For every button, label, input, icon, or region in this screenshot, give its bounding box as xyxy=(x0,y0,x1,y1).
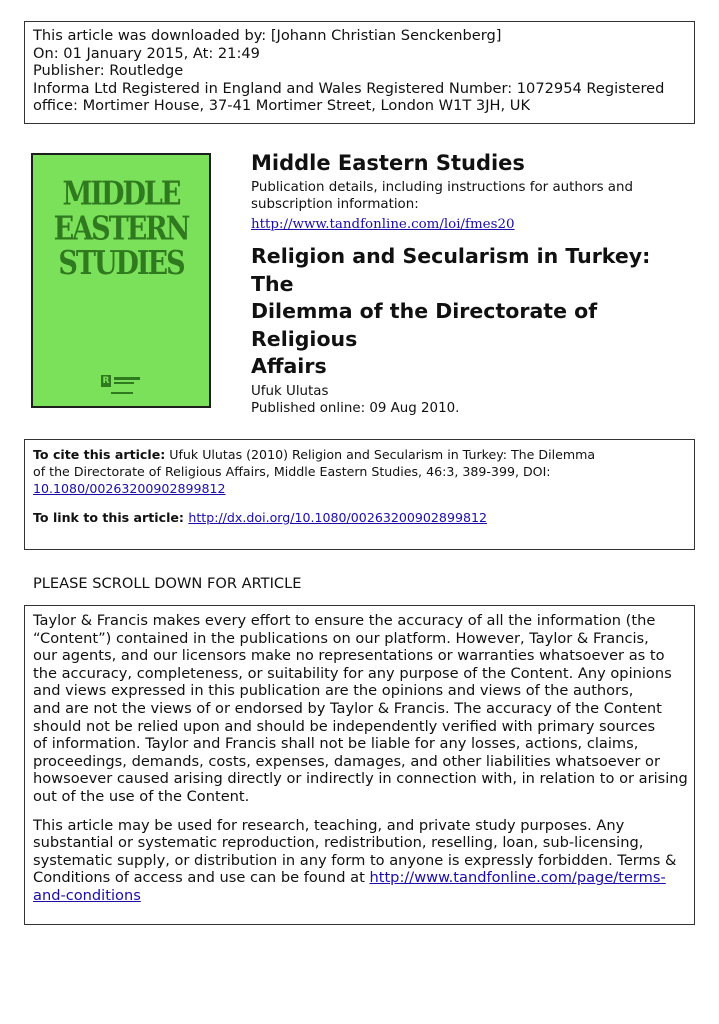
usage-line: substantial or systematic reproduction, redistribution, reselling, loan, sub-licensing, xyxy=(33,834,644,852)
usage-line-text: Conditions of access and use can be found at xyxy=(33,869,370,887)
disclaimer-line: our agents, and our licensors make no representations or warranties whatsoever as to xyxy=(33,647,665,665)
journal-info xyxy=(251,149,691,418)
disclaimer-line: out of the use of the Content. xyxy=(33,787,250,805)
journal-cover-image xyxy=(31,153,211,408)
journal-link[interactable]: http://www.tandfonline.com/loi/fmes20 xyxy=(251,217,515,232)
usage-line: systematic supply, or distribution in any form to anyone is expressly forbidden. Terms & xyxy=(33,851,677,869)
download-notice-line: This article was downloaded by: [Johann Christian Senckenberg] xyxy=(33,27,502,44)
citation-line xyxy=(33,446,686,463)
download-notice-box xyxy=(24,21,695,124)
disclaimer-line: the accuracy, completeness, or suitability for any purpose of the Content. Any opinions xyxy=(33,664,672,682)
disclaimer-line: Taylor & Francis makes every effort to ensure the accuracy of all the information (the xyxy=(33,612,656,629)
download-notice-line: office: Mortimer House, 37-41 Mortimer Street, London W1T 3JH, UK xyxy=(33,97,531,115)
article-link-line xyxy=(33,509,686,526)
disclaimer-line: and are not the views of or endorsed by Taylor & Francis. The accuracy of the Content xyxy=(33,699,662,717)
author-name: Ufuk Ulutas xyxy=(251,383,329,399)
cover-title-line: MIDDLE xyxy=(62,175,180,213)
publication-details-line: Publication details, including instructions for authors and xyxy=(251,180,633,195)
usage-paragraph xyxy=(33,817,686,905)
cover-title-line: EASTERN xyxy=(53,210,189,248)
disclaimer-line: should not be relied upon and should be independently verified with primary sources xyxy=(33,717,656,735)
citation-text xyxy=(33,446,686,497)
disclaimer-box xyxy=(24,605,695,925)
publisher-logo-icon: R xyxy=(101,375,143,387)
article-title-line: Affairs xyxy=(251,354,327,378)
citation-box xyxy=(24,439,695,550)
download-notice-line: Informa Ltd Registered in England and Wales Registered Number: 1072954 Registered xyxy=(33,79,665,97)
scroll-down-note: PLEASE SCROLL DOWN FOR ARTICLE xyxy=(33,575,302,592)
article-title xyxy=(251,243,691,381)
publication-details xyxy=(251,179,691,213)
publication-details-line: subscription information: xyxy=(251,197,419,212)
disclaimer-line: of information. Taylor and Francis shall not be liable for any losses, actions, claims, xyxy=(33,735,639,753)
disclaimer-line: howsoever caused arising directly or indirectly in connection with, in relation to or arising xyxy=(33,770,688,788)
disclaimer-line: proceedings, demands, costs, expenses, damages, and other liabilities whatsoever or xyxy=(33,752,660,770)
download-notice-line: On: 01 January 2015, At: 21:49 xyxy=(33,44,260,62)
doi-link[interactable]: 10.1080/00263200902899812 xyxy=(33,481,226,496)
citation-label: To cite this article: xyxy=(33,447,166,462)
disclaimer-paragraph xyxy=(33,612,686,806)
disclaimer-line: “Content”) contained in the publications on our platform. However, Taylor & Francis, xyxy=(33,629,649,647)
cover-title xyxy=(33,177,209,281)
article-link[interactable]: http://dx.doi.org/10.1080/00263200902899812 xyxy=(188,510,488,525)
terms-link-continued[interactable]: and-conditions xyxy=(33,886,141,904)
cover-title-line: STUDIES xyxy=(58,245,184,283)
journal-title: Middle Eastern Studies xyxy=(251,151,525,175)
download-notice-line: Publisher: Routledge xyxy=(33,62,184,80)
published-date: Published online: 09 Aug 2010. xyxy=(251,401,460,416)
usage-line xyxy=(33,869,686,887)
article-title-line: Religion and Secularism in Turkey: The xyxy=(251,244,651,296)
citation-line: of the Directorate of Religious Affairs, Middle Eastern Studies, 46:3, 389-399, DOI: xyxy=(33,464,551,479)
usage-line: This article may be used for research, teaching, and private study purposes. Any xyxy=(33,816,625,834)
disclaimer-line: and views expressed in this publication are the opinions and views of the authors, xyxy=(33,682,634,700)
citation-text-part: Ufuk Ulutas (2010) Religion and Secularism in Turkey: The Dilemma xyxy=(165,447,596,462)
terms-link[interactable]: http://www.tandfonline.com/page/terms- xyxy=(369,869,666,887)
article-title-line: Dilemma of the Directorate of Religious xyxy=(251,299,598,351)
article-link-label: To link to this article: xyxy=(33,510,189,525)
